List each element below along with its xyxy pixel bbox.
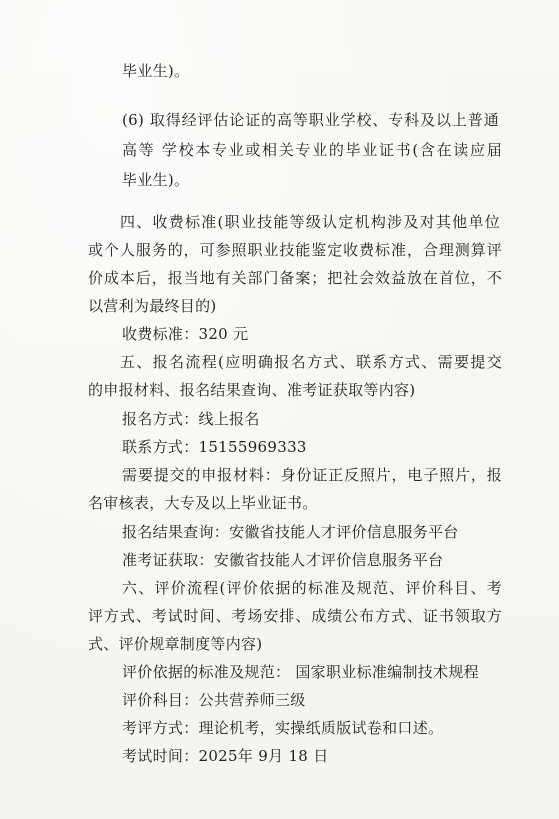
text-line: 准考证获取：安徽省技能人才评价信息服务平台	[122, 551, 444, 569]
text-line: (6) 取得经评估论证的高等职业学校、专科及以上普通	[122, 111, 499, 129]
text-line: 毕业生)。	[122, 171, 190, 189]
text-line: 价成本后，报当地有关部门备案；把社会效益放在首位，不	[88, 269, 502, 287]
text-line: 四、收费标准(职业技能等级认定机构涉及对其他单位	[120, 213, 500, 231]
text-line: 报名结果查询：安徽省技能人才评价信息服务平台	[122, 523, 459, 541]
text-line: 式、评价规章制度等内容)	[88, 635, 263, 653]
text-line: 考试时间：2025年 9月 18 日	[122, 747, 329, 765]
text-line: 或个人服务的，可参照职业技能鉴定收费标准，合理测算评	[88, 241, 502, 259]
text-line: 五、报名流程(应明确报名方式、联系方式、需要提交	[120, 353, 502, 371]
text-line: 评价科目：公共营养师三级	[122, 691, 306, 709]
text-line: 评方式、考试时间、考场安排、成绩公布方式、证书领取方	[88, 607, 502, 625]
text-line: 以营利为最终目的)	[88, 297, 217, 315]
text-line: 六、评价流程(评价依据的标准及规范、评价科目、考	[122, 579, 502, 597]
text-line: 高等 学校本专业或相关专业的毕业证书(含在读应届	[122, 141, 502, 159]
text-line: 收费标准：320 元	[122, 325, 249, 343]
text-line: 需要提交的申报材料：身份证正反照片，电子照片，报	[122, 466, 502, 484]
text-line: 评价依据的标准及规范： 国家职业标准编制技术规程	[122, 663, 479, 681]
text-line: 毕业生)。	[122, 62, 190, 80]
text-line: 联系方式：15155969333	[122, 438, 307, 456]
text-line: 的申报材料、报名结果查询、准考证获取等内容)	[88, 381, 416, 399]
text-line: 报名方式：线上报名	[122, 410, 260, 428]
text-line: 考评方式：理论机考，实操纸质版试卷和口述。	[122, 719, 444, 737]
text-line: 名审核表，大专及以上毕业证书。	[88, 494, 318, 512]
